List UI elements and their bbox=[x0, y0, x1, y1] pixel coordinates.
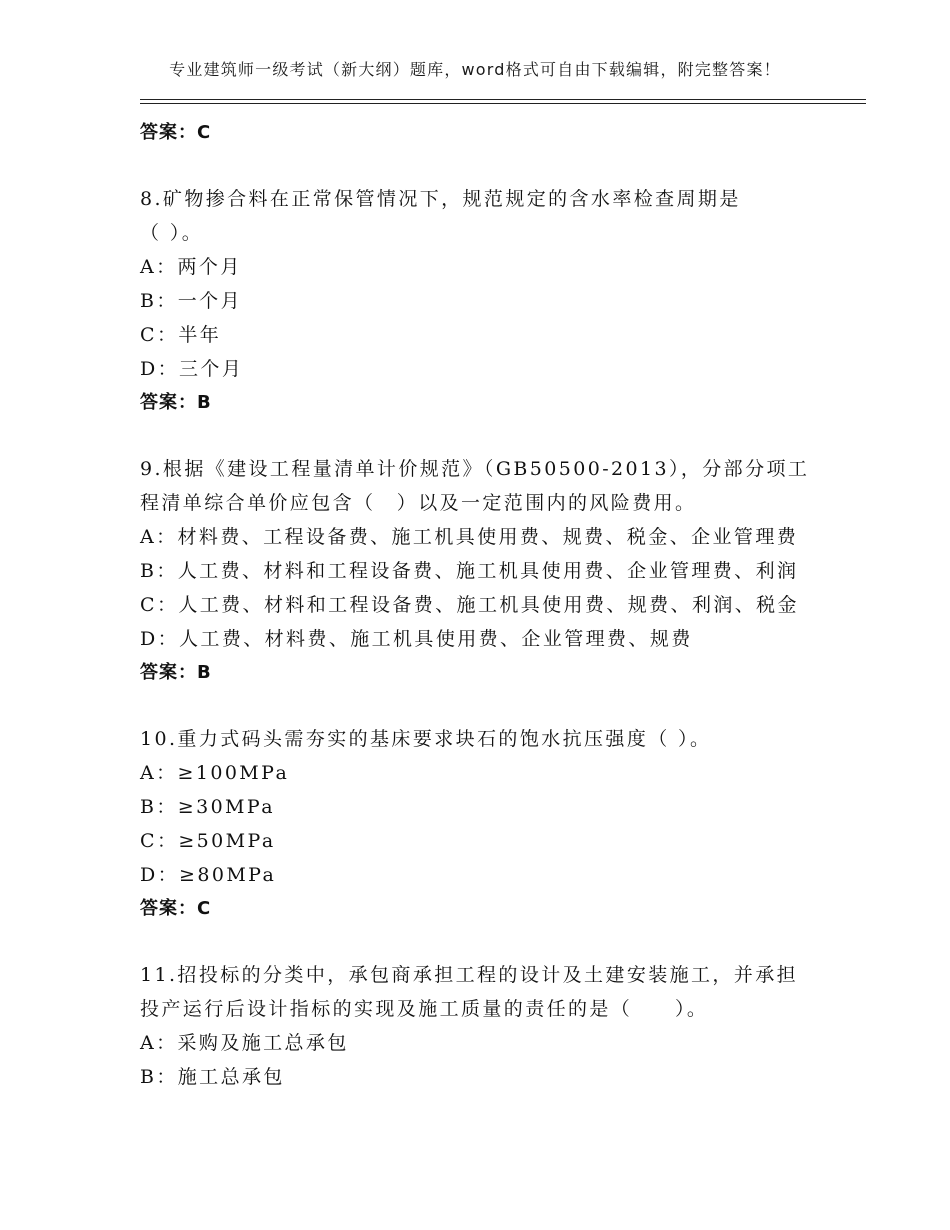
answer: 答案：C bbox=[140, 898, 212, 919]
question-stem-line: 11.招投标的分类中，承包商承担工程的设计及土建安装施工，并承担 bbox=[140, 964, 799, 986]
option-b: B：一个月 bbox=[140, 290, 242, 312]
answer: 答案：B bbox=[140, 392, 212, 413]
option-b: B：人工费、材料和工程设备费、施工机具使用费、企业管理费、利润 bbox=[140, 560, 799, 582]
page-header: 专业建筑师一级考试（新大纲）题库，word格式可自由下载编辑，附完整答案！ bbox=[169, 60, 781, 79]
question-10 bbox=[140, 722, 820, 926]
previous-answer: 答案：C bbox=[140, 122, 212, 143]
option-a: A：采购及施工总承包 bbox=[140, 1032, 349, 1054]
option-d: D：人工费、材料费、施工机具使用费、企业管理费、规费 bbox=[140, 628, 693, 650]
question-11 bbox=[140, 958, 820, 1094]
option-a: A：≥100MPa bbox=[140, 762, 290, 784]
answer: 答案：B bbox=[140, 662, 212, 683]
question-stem-line: 9.根据《建设工程量清单计价规范》（GB50500-2013），分部分项工 bbox=[140, 458, 810, 480]
option-a: A：材料费、工程设备费、施工机具使用费、规费、税金、企业管理费 bbox=[140, 526, 799, 548]
option-c: C：半年 bbox=[140, 324, 222, 346]
question-9 bbox=[140, 452, 820, 690]
question-stem-line: 10.重力式码头需夯实的基床要求块石的饱水抗压强度（ ）。 bbox=[140, 728, 712, 750]
option-a: A：两个月 bbox=[140, 256, 242, 278]
question-stem-line: 8.矿物掺合料在正常保管情况下，规范规定的含水率检查周期是 bbox=[140, 188, 741, 210]
header-rule-bottom bbox=[140, 103, 866, 104]
question-8 bbox=[140, 182, 820, 420]
question-stem-line: 程清单综合单价应包含（ ）以及一定范围内的风险费用。 bbox=[140, 492, 697, 514]
option-d: D：≥80MPa bbox=[140, 864, 277, 886]
question-stem-line: 投产运行后设计指标的实现及施工质量的责任的是（ ）。 bbox=[140, 998, 709, 1020]
question-stem-line: （ ）。 bbox=[140, 222, 204, 244]
header-rule-top bbox=[140, 99, 866, 100]
document-body bbox=[140, 116, 820, 1094]
option-c: C：人工费、材料和工程设备费、施工机具使用费、规费、利润、税金 bbox=[140, 594, 799, 616]
option-b: B：≥30MPa bbox=[140, 796, 275, 818]
option-c: C：≥50MPa bbox=[140, 830, 276, 852]
option-b: B：施工总承包 bbox=[140, 1066, 285, 1088]
option-d: D：三个月 bbox=[140, 358, 244, 380]
